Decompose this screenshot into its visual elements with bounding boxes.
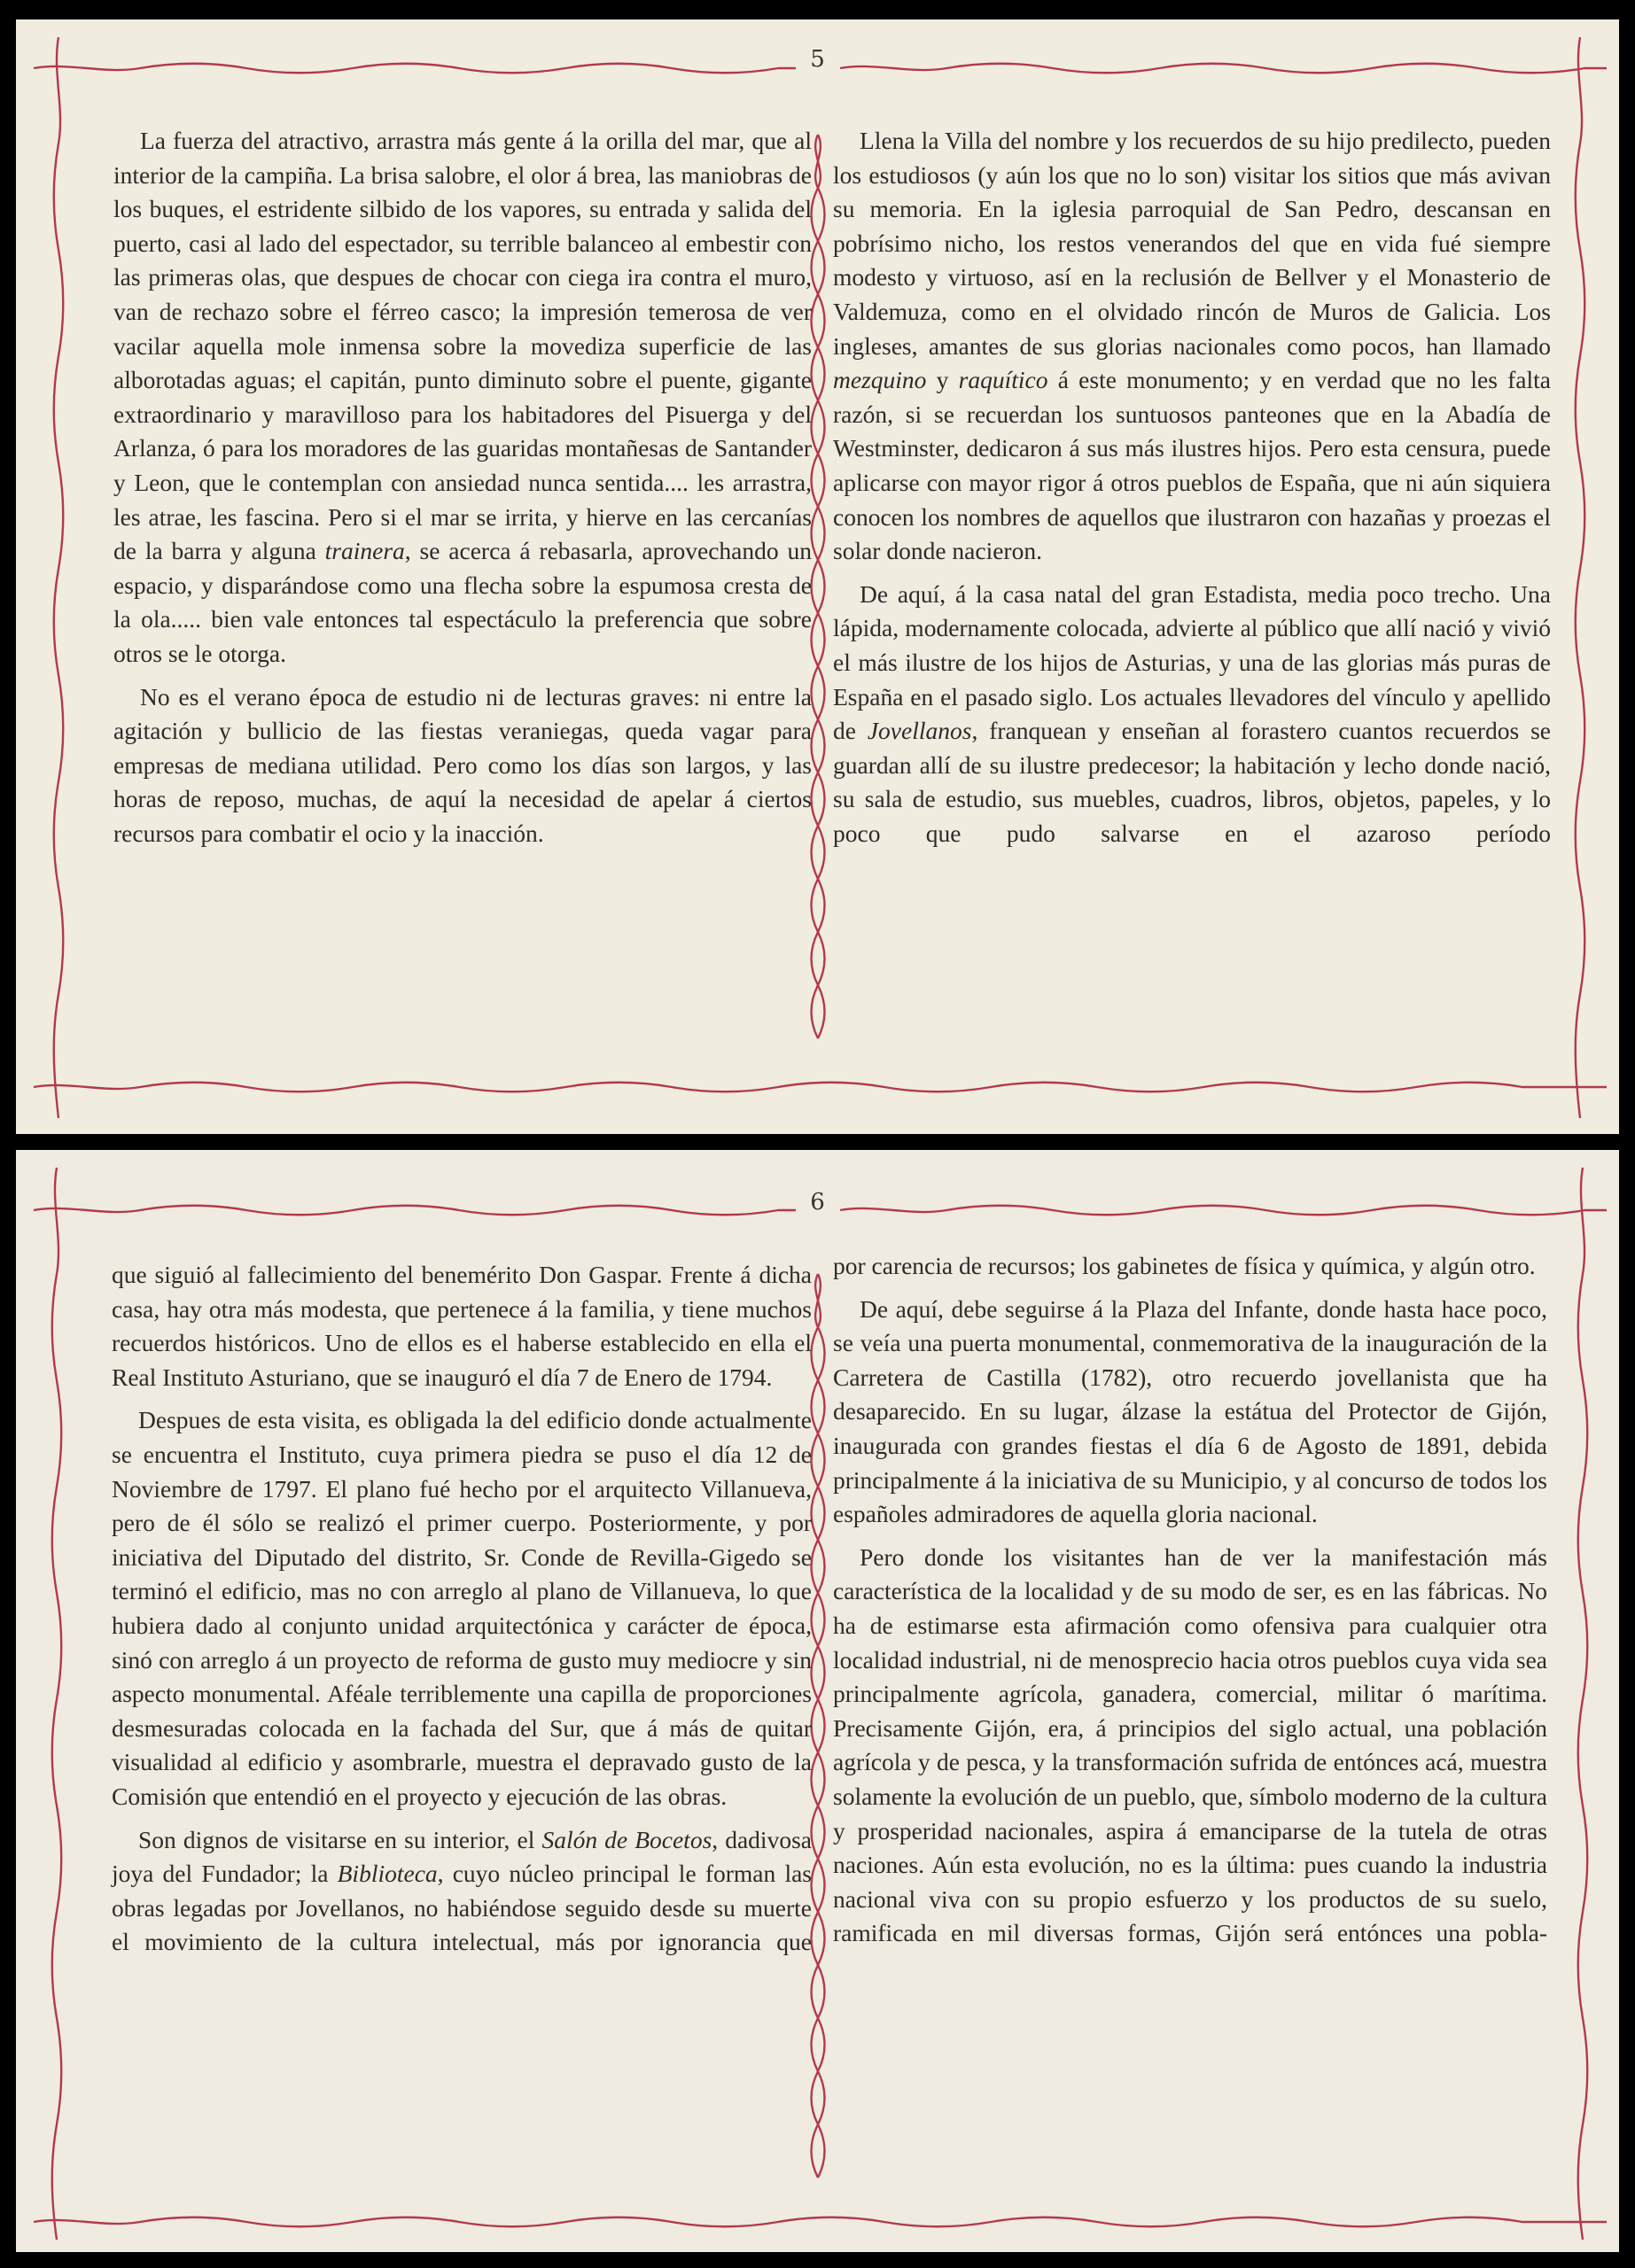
right-column (833, 124, 1551, 859)
paragraph: por carencia de recursos; los gabinetes de física y química, y algún otro. (833, 1252, 1536, 1279)
paragraph: que siguió al fallecimiento del benemérito Don Gaspar. Frente á dicha casa, hay otra más modesta, que pertenece á la familia, y tiene muchos recuerdos históricos. Uno de ellos es el haberse establecido en ella el Real Instituto Asturiano, que se inauguró el día 7 de Enero de 1794. (112, 1261, 812, 1391)
page-6 (16, 1150, 1619, 2252)
paragraph: De aquí, á la casa natal del gran Estadista, media poco trecho. Una lápida, modernamente colocada, advierte al público que allí nació y vivió el más ilustre de los hijos de Asturias, y una de las glorias más puras de España en el pasado siglo. Los actuales llevadores del vínculo y apellido de Jovellanos, franquean y enseñan al forastero cuantos recuerdos se guardan allí de su ilustre predecesor; la habitación y lecho donde nació, su sala de estudio, sus muebles, cuadros, libros, objetos, papeles, y lo poco que pudo salvarse en el azaroso período (833, 579, 1551, 847)
left-column (112, 1258, 812, 1969)
paragraph: Pero donde los visitantes han de ver la manifestación más característica de la localidad y de su modo de ser, es en las fábricas. No ha de estimarse esta afirmación como ofensiva para cualquier otra localidad industrial, ni de menosprecio hacia otros pueblos cuya vida sea principalmente agrícola, ganadera, comercial, militar ó marítima. Precisamente Gijón, era, á principios del siglo actual, una población agrícola y de pesca, y la transformación sufrida de entónces acá, muestra solamente la evolución de un pueblo, que, símbolo moderno de la cultura y prosperidad nacionales, aspira á emanciparse de la tutela de otras naciones. Aún esta evolución, no es la última: pues cuando la industria nacional viva con su propio esfuerzo y los productos de su suelo, ramificada en mil diversas formas, Gijón será entónces una pobla- (833, 1542, 1547, 1947)
left-column (113, 124, 812, 859)
paragraph: De aquí, debe seguirse á la Plaza del Infante, donde hasta hace poco, se veía una puerta monumental, conmemorativa de la inauguración de la Carretera de Castilla (1782), otro recuerdo jovellanista que ha desaparecido. En su lugar, álzase la estátua del Protector de Gijón, inaugurada con grandes fiestas el día 6 de Agosto de 1891, debida principalmente á la iniciativa de su Municipio, y al concurso de todos los españoles admiradores de aquella gloria nacional. (833, 1294, 1547, 1528)
page-5 (16, 19, 1619, 1134)
page-number: 5 (810, 46, 825, 73)
right-column (833, 1249, 1547, 1960)
paragraph: La fuerza del atractivo, arrastra más gente á la orilla del mar, que al interior de la campiña. La brisa salobre, el olor á brea, las maniobras de los buques, el estridente silbido de los vapores, su entrada y salida del puerto, casi al lado del espectador, su terrible balanceo al embestir con las primeras olas, que despues de chocar con ciega ira contra el muro, van de rechazo sobre el férreo casco; la impresión temerosa de ver vacilar aquella mole inmensa sobre la movediza superficie de las alborotadas aguas; el capitán, punto diminuto sobre el puente, gigante extraordinario y maravilloso para los habitadores del Pisuerga y del Arlanza, ó para los moradores de las guaridas montañesas de Santander y Leon, que le contemplan con ansiedad nunca sentida.... les arrastra, les atrae, les fascina. Pero si el mar se irrita, y hierve en las cercanías de la barra y alguna trainera, se acerca á rebasarla, aprovechando un espacio, y disparándose como una flecha sobre la espumosa cresta de la ola..... bien vale entonces tal espectáculo la preferencia que sobre otros se le otorga. (113, 127, 812, 667)
paragraph: Son dignos de visitarse en su interior, el Salón de Bocetos, dadivosa joya del Fundador; la Biblioteca, cuyo núcleo principal le forman las obras legadas por Jovellanos, no habiéndose seguido desde su muerte el movimiento de la cultura intelectual, más por ignorancia que (112, 1825, 812, 1956)
paragraph: Despues de esta visita, es obligada la del edificio donde actualmente se encuentra el Instituto, cuya primera piedra se puso el día 12 de Noviembre de 1797. El plano fué hecho por el arquitecto Villanueva, pero de él sólo se realizó el primer cuerpo. Posteriormente, y por iniciativa del Diputado del distrito, Sr. Conde de Revilla-Gigedo se terminó el edificio, mas no con arreglo al plano de Villanueva, lo que hubiera dado al conjunto unidad arquitectónica y carácter de época, sinó con arreglo á un proyecto de reforma de gusto muy mediocre y sin aspecto monumental. Aféale terriblemente una capilla de proporciones desmesuradas colocada en la fachada del Sur, que á más de quitar visualidad al edificio y asombrarle, muestra el depravado gusto de la Comisión que entendió en el proyecto y ejecución de las obras. (112, 1406, 812, 1810)
page-number: 6 (810, 1189, 825, 1216)
paragraph: Llena la Villa del nombre y los recuerdos de su hijo predilecto, pueden los estudiosos (y aún los que no lo son) visitar los sitios que más avivan su memoria. En la iglesia parroquial de San Pedro, descansan en pobrísimo nicho, los restos venerandos del que en vida fué siempre modesto y virtuoso, así en la reclusión de Bellver y el Monasterio de Valdemuza, como en el olvidado rincón de Muros de Galicia. Los ingleses, amantes de sus glorias nacionales como pocos, han llamado mezquino y raquítico á este monumento; y en verdad que no les falta razón, si se recuerdan los suntuosos panteones que en la Abadía de Westminster, dedicaron á sus más ilustres hijos. Pero esta censura, puede aplicarse con mayor rigor á otros pueblos de España, que ni aún siquiera conocen los nombres de aquellos que ilustraron con hazañas y proezas el solar donde nacieron. (833, 127, 1552, 565)
paragraph: No es el verano época de estudio ni de lecturas graves: ni entre la agitación y bullicio de las fiestas veraniegas, queda vagar para empresas de mediana utilidad. Pero como los días son largos, y las horas de reposo, muchas, de aquí la necesidad de apelar á ciertos recursos para combatir el ocio y la inacción. (113, 682, 812, 847)
